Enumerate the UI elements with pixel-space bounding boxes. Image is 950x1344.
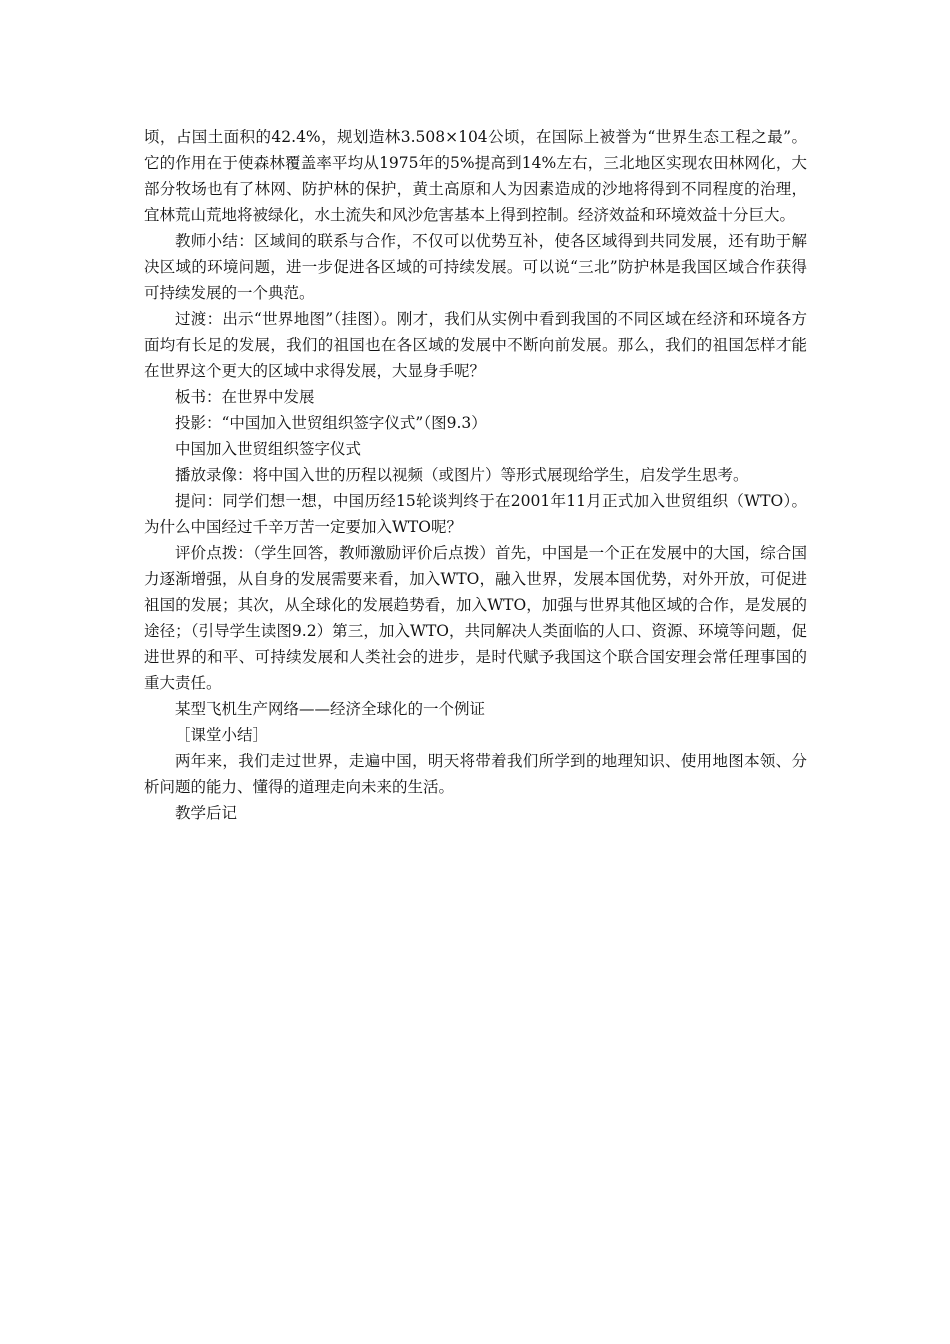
paragraph-transition: 过渡：出示“世界地图”（挂图）。刚才，我们从实例中看到我国的不同区域在经济和环境各方面均有长足的发展，我们的祖国也在各区域的发展中不断向前发展。那么，我们的祖国怎样才能在世界这个更大的区域中求得发展，大显身手呢？	[144, 310, 807, 380]
paragraph-board-note: 板书：在世界中发展	[175, 388, 315, 406]
paragraph-video: 播放录像：将中国入世的历程以视频（或图片）等形式展现给学生，启发学生思考。	[175, 466, 749, 484]
document-body	[144, 124, 807, 826]
paragraph-question: 提问：同学们想一想，中国历经15轮谈判终于在2001年11月正式加入世贸组织（WTO）。为什么中国经过千辛万苦一定要加入WTO呢？	[144, 492, 807, 536]
paragraph-class-summary-heading: ［课堂小结］	[175, 726, 269, 744]
paragraph-postscript-heading: 教学后记	[175, 804, 238, 822]
paragraph-evaluation: 评价点拨：（学生回答，教师激励评价后点拨）首先，中国是一个正在发展中的大国，综合国力逐渐增强，从自身的发展需要来看，加入WTO，融入世界，发展本国优势，对外开放，可促进祖国的发展；其次，从全球化的发展趋势看，加入WTO，加强与世界其他区域的合作，是发展的途径；（引导学生读图9.2）第三，加入WTO，共同解决人类面临的人口、资源、环境等问题，促进世界的和平、可持续发展和人类社会的进步，是时代赋予我国这个联合国安理会常任理事国的重大责任。	[144, 544, 807, 692]
paragraph-aircraft-example: 某型飞机生产网络——经济全球化的一个例证	[175, 700, 486, 718]
paragraph-teacher-summary: 教师小结：区域间的联系与合作，不仅可以优势互补，使各区域得到共同发展，还有助于解决区域的环境问题，进一步促进各区域的可持续发展。可以说“三北”防护林是我国区域合作获得可持续发展的一个典范。	[144, 232, 807, 302]
paragraph-figure-caption: 中国加入世贸组织签字仪式	[175, 440, 362, 458]
paragraph-closing: 两年来，我们走过世界，走遍中国，明天将带着我们所学到的地理知识、使用地图本领、分析问题的能力、懂得的道理走向未来的生活。	[144, 752, 807, 796]
paragraph-continuation: 顷，占国土面积的42.4%，规划造林3.508×104公顷，在国际上被誉为“世界生态工程之最”。它的作用在于使森林覆盖率平均从1975年的5%提高到14%左右，三北地区实现农田林网化，大部分牧场也有了林网、防护林的保护，黄土高原和人为因素造成的沙地将得到不同程度的治理，宜林荒山荒地将被绿化，水土流失和风沙危害基本上得到控制。经济效益和环境效益十分巨大。	[144, 128, 807, 224]
paragraph-projection: 投影：“中国加入世贸组织签字仪式”（图9.3）	[175, 414, 487, 432]
